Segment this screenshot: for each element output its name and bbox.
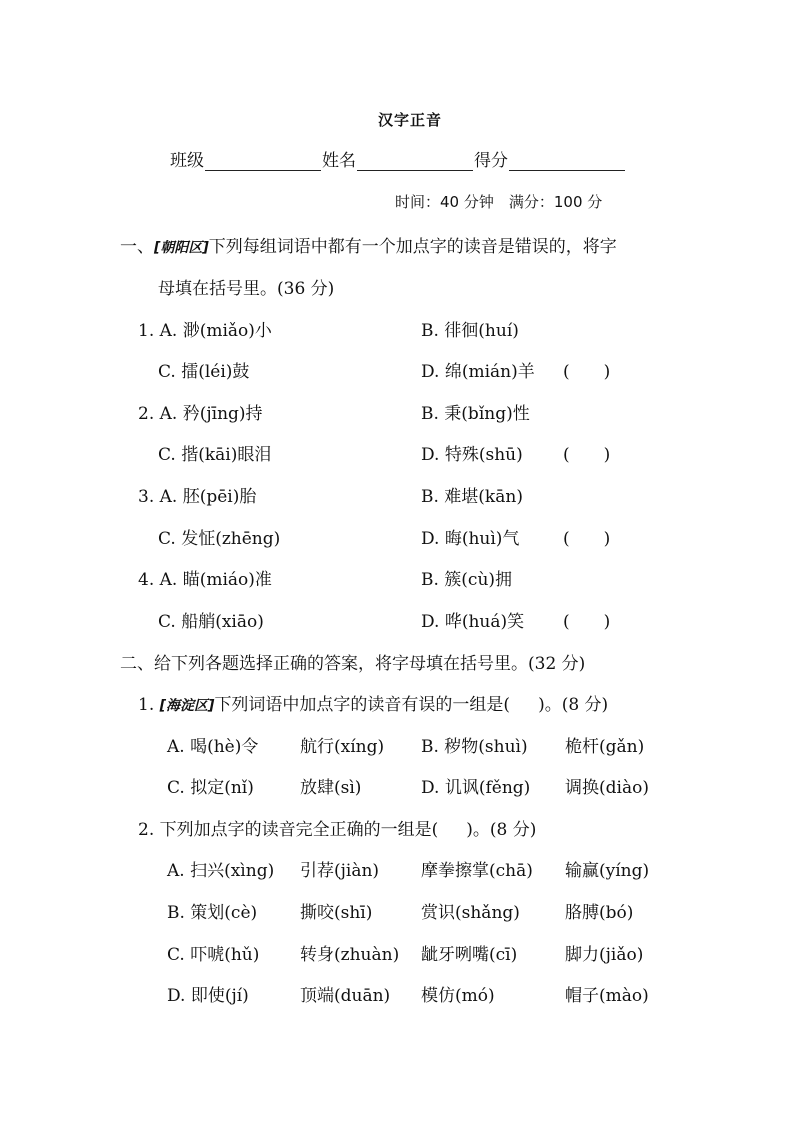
question-number: 3. bbox=[138, 487, 155, 507]
answer-blank[interactable]: ( ) bbox=[563, 362, 611, 382]
name-blank[interactable] bbox=[357, 152, 473, 171]
question-stem-start: 下列加点字的读音完全正确的一组是( bbox=[159, 820, 439, 840]
name-label: 姓名 bbox=[322, 151, 356, 171]
question-number: 1. bbox=[138, 695, 155, 715]
question-stem-end: )。(8 分) bbox=[466, 820, 537, 840]
option-a: A. 瞄(miáo)准 bbox=[159, 570, 272, 590]
question-number: 4. bbox=[138, 570, 155, 590]
s2-q2-option: 转身(zhuàn) bbox=[300, 945, 400, 965]
s2-q1-option: A. 喝(hè)令 bbox=[167, 737, 259, 757]
question-number: 2. bbox=[138, 404, 155, 424]
s2-q1-option: 桅杆(gǎn) bbox=[565, 737, 645, 757]
question-stem-end: )。(8 分) bbox=[538, 695, 609, 715]
s2-q1-option: 放肆(sì) bbox=[300, 778, 362, 798]
s2-q2-option: 摩拳擦掌(chā) bbox=[421, 861, 533, 881]
option-c: C. 擂(léi)鼓 bbox=[158, 362, 250, 382]
s2-q2-option: 引荐(jiàn) bbox=[300, 861, 380, 881]
s2-q2-stem bbox=[138, 815, 536, 840]
exam-meta: 时间：40 分钟 满分：100 分 bbox=[395, 193, 603, 211]
question-number: 2. bbox=[138, 820, 155, 840]
option-b: B. 簇(cù)拥 bbox=[421, 570, 513, 590]
student-info-row bbox=[170, 146, 626, 171]
s2-q1-option: D. 讥讽(fěng) bbox=[421, 778, 531, 798]
s2-q2-option: B. 策划(cè) bbox=[167, 903, 258, 923]
s1-q3-row1 bbox=[138, 482, 256, 507]
s2-q2-option: D. 即使(jí) bbox=[167, 986, 249, 1006]
section1-tag: [朝阳区] bbox=[154, 240, 209, 256]
option-a: A. 渺(miǎo)小 bbox=[159, 321, 272, 341]
s2-q2-option: 胳膊(bó) bbox=[565, 903, 634, 923]
option-b: B. 难堪(kān) bbox=[421, 487, 523, 507]
s2-q1-stem bbox=[138, 690, 608, 715]
s2-q1-option: C. 拟定(nǐ) bbox=[167, 778, 254, 798]
score-blank[interactable] bbox=[509, 152, 625, 171]
s2-q2-option: C. 吓唬(hǔ) bbox=[167, 945, 260, 965]
section2-heading bbox=[120, 649, 585, 674]
answer-blank[interactable]: ( ) bbox=[563, 529, 611, 549]
page-title: 汉字正音 bbox=[378, 111, 443, 129]
option-b: B. 徘徊(huí) bbox=[421, 321, 519, 341]
answer-blank[interactable]: ( ) bbox=[563, 445, 611, 465]
s1-q4-row1 bbox=[138, 565, 272, 590]
option-c: C. 发怔(zhēng) bbox=[158, 529, 281, 549]
s2-q2-option: 模仿(mó) bbox=[421, 986, 495, 1006]
answer-blank[interactable]: ( ) bbox=[563, 612, 611, 632]
s2-q2-option: 输赢(yíng) bbox=[565, 861, 650, 881]
s2-q1-option: B. 秽物(shuì) bbox=[421, 737, 528, 757]
option-a: A. 胚(pēi)胎 bbox=[159, 487, 257, 507]
s2-q1-option: 调换(diào) bbox=[565, 778, 649, 798]
s2-q2-option: A. 扫兴(xìng) bbox=[167, 861, 275, 881]
s2-q2-option: 赏识(shǎng) bbox=[421, 903, 520, 923]
section1-heading bbox=[120, 232, 617, 257]
s2-q2-option: 顶端(duān) bbox=[300, 986, 391, 1006]
question-tag: [海淀区] bbox=[159, 698, 215, 714]
s2-q2-option: 撕咬(shī) bbox=[300, 903, 373, 923]
s2-q1-option: 航行(xíng) bbox=[300, 737, 385, 757]
option-d: D. 哗(huá)笑 bbox=[421, 612, 525, 632]
s2-q2-option: 帽子(mào) bbox=[565, 986, 649, 1006]
section1-instruction-cont: 母填在括号里。(36 分) bbox=[158, 279, 335, 299]
option-b: B. 秉(bǐng)性 bbox=[421, 404, 530, 424]
question-number: 1. bbox=[138, 321, 155, 341]
option-d: D. 绵(mián)羊 bbox=[421, 362, 535, 382]
s2-q2-option: 龇牙咧嘴(cī) bbox=[421, 945, 518, 965]
option-d: D. 特殊(shū) bbox=[421, 445, 523, 465]
option-a: A. 矜(jīng)持 bbox=[159, 404, 263, 424]
class-label: 班级 bbox=[170, 151, 204, 171]
s2-q2-option: 脚力(jiǎo) bbox=[565, 945, 644, 965]
score-label: 得分 bbox=[474, 151, 508, 171]
s1-q1-row1 bbox=[138, 316, 272, 341]
class-blank[interactable] bbox=[205, 152, 321, 171]
option-d: D. 晦(huì)气 bbox=[421, 529, 520, 549]
section2-instruction: 给下列各题选择正确的答案，将字母填在括号里。(32 分) bbox=[154, 654, 586, 674]
question-stem-start: 下列词语中加点字的读音有误的一组是( bbox=[214, 695, 511, 715]
option-c: C. 船艄(xiāo) bbox=[158, 612, 264, 632]
option-c: C. 揩(kāi)眼泪 bbox=[158, 445, 272, 465]
section1-number: 一、 bbox=[120, 237, 154, 257]
s1-q2-row1 bbox=[138, 399, 263, 424]
section1-instruction: 下列每组词语中都有一个加点字的读音是错误的，将字 bbox=[208, 237, 617, 257]
section2-number: 二、 bbox=[120, 654, 154, 674]
